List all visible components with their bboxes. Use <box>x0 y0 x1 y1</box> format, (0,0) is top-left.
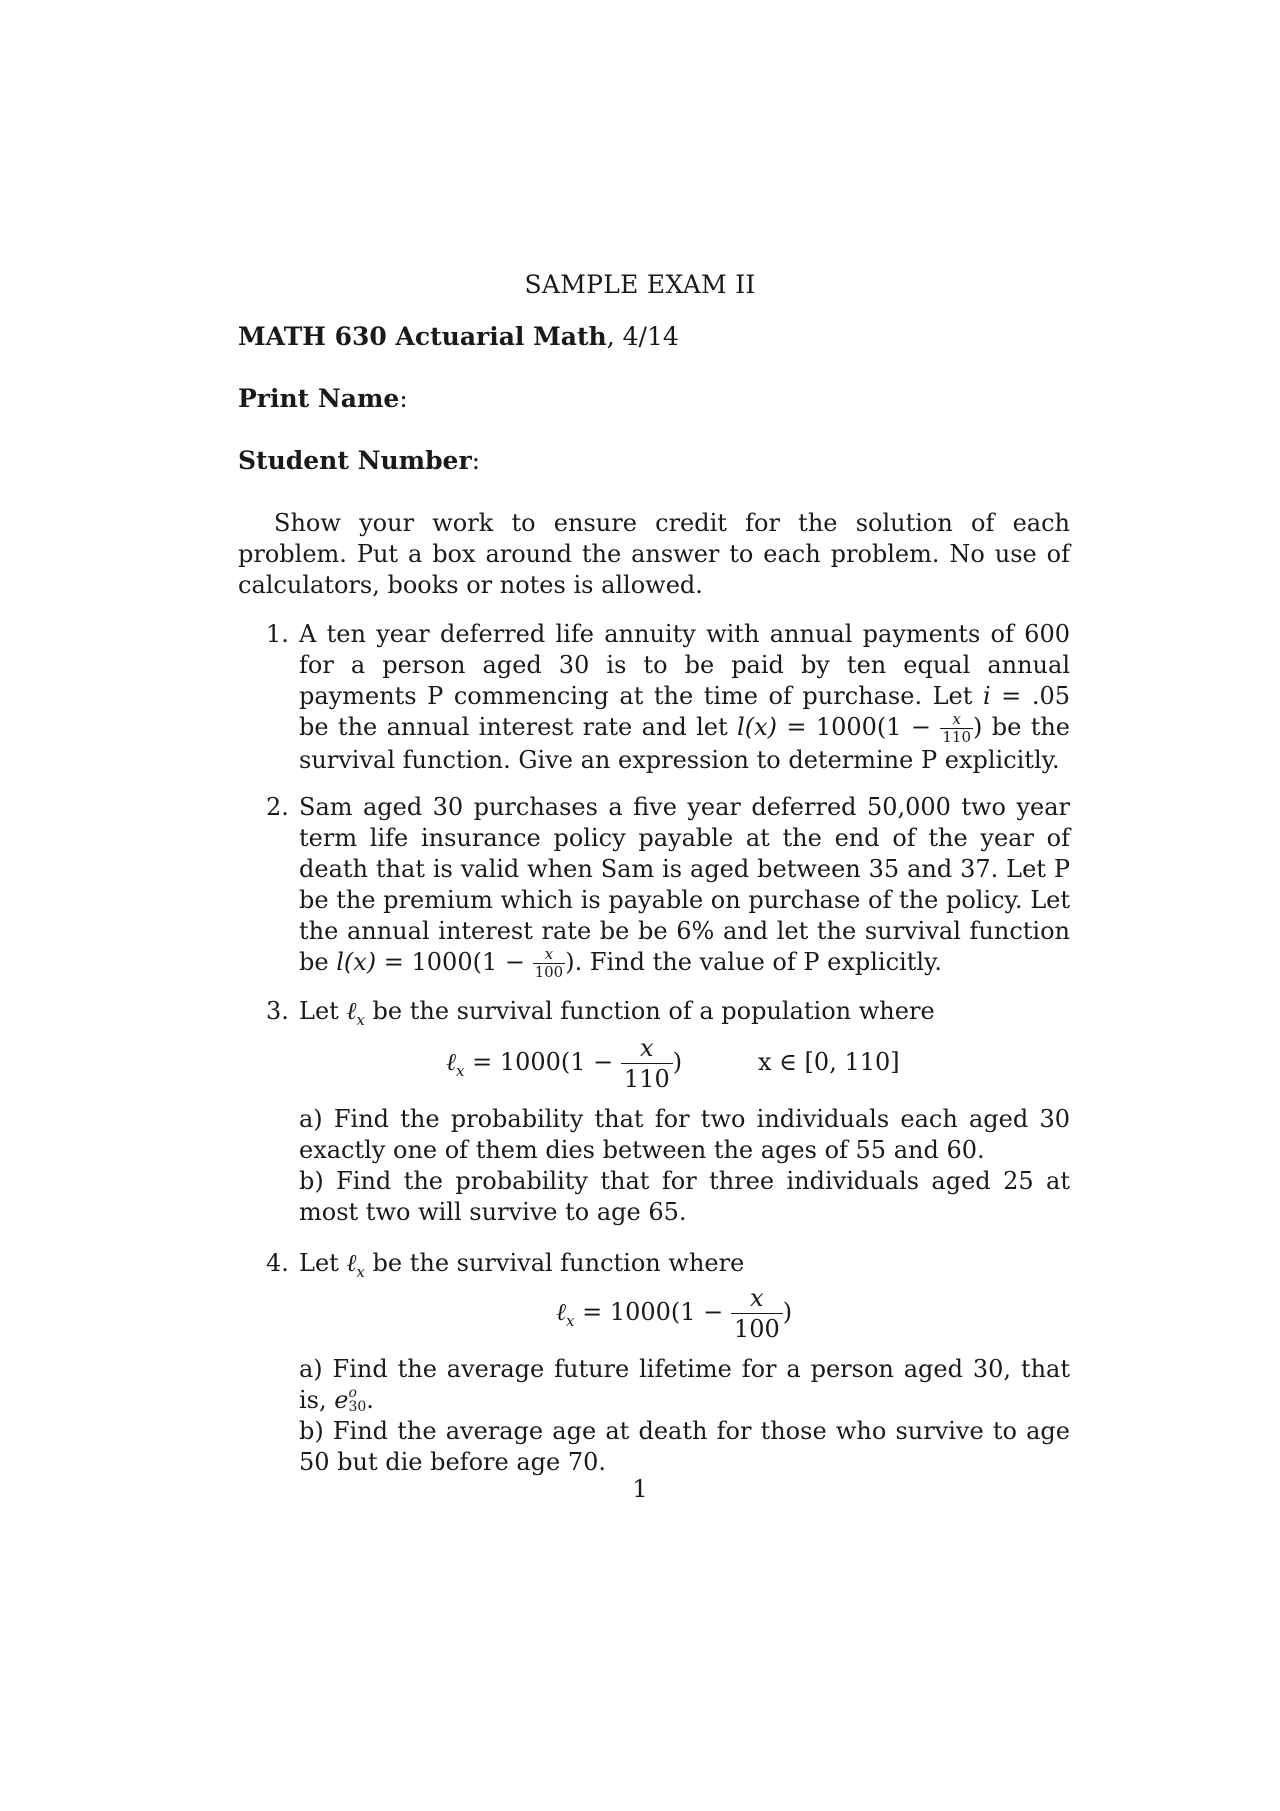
problem-number: 4. <box>266 1249 289 1277</box>
page-number: 1 <box>632 1475 648 1503</box>
problem-2 <box>266 792 1070 980</box>
problem-number: 2. <box>266 793 289 821</box>
fraction: $\frac{x}{110}$ <box>942 710 972 746</box>
fraction: $\frac{x}{110}$ <box>621 1036 673 1091</box>
problem-text: Sam aged 30 purchases a five year deferred 50,000 two year term life insurance policy payable at the end of the year of death that is valid when Sam is aged between 35 and 37. Let P be the premium which is payable on purchase of the policy. Let the annual interest rate be be 6% and let the survival function be l(x) = 1000(1 − $\frac{x}{100}$ ). Find the value of P explicitly. <box>299 793 1070 981</box>
course-date: , 4/14 <box>606 322 679 351</box>
part-b: b) Find the probability that for three individuals aged 25 at most two will survive to age 65. <box>299 1167 1070 1226</box>
problem-4 <box>266 1248 1070 1288</box>
problem-intro: Let ℓ$_x$ be the survival function of a population where <box>299 997 935 1029</box>
student-number-label: Student Number <box>238 446 472 475</box>
equation-domain: x ∈ [0, 110] <box>758 1048 900 1076</box>
problem-4-parts <box>266 1354 1070 1478</box>
fraction: $\frac{x}{100}$ <box>534 945 564 981</box>
page-title: SAMPLE EXAM II <box>524 270 756 299</box>
problem-number: 3. <box>266 997 289 1025</box>
fraction: $\frac{x}{100}$ <box>731 1286 783 1341</box>
student-number-field: Student Number: <box>238 446 481 475</box>
part-b: b) Find the average age at death for those who survive to age 50 but die before age 70. <box>299 1417 1070 1476</box>
print-name-field: Print Name: <box>238 384 408 413</box>
problem-text: A ten year deferred life annuity with annual payments of 600 for a person aged 30 is to be paid by ten equal annual payments P commencing at the time of purchase. Let i = .05 be the annual interest rate and let l(x) = 1000(1 − $\frac{x}{110}$ ) be the survival function. Give an expression to determine P explicitly. <box>299 620 1071 774</box>
part-a: a) Find the probability that for two individuals each aged 30 exactly one of them dies between the ages of 55 and 60. <box>299 1105 1070 1164</box>
course-line <box>238 322 679 351</box>
instructions: Show your work to ensure credit for the solution of each problem. Put a box around the answer to each problem. No use of calculators, books or notes is allowed. <box>238 509 1070 599</box>
problem-number: 1. <box>266 620 289 648</box>
equation-survival-100: ℓ$_x$ = 1000(1 − $\frac{x}{100}$ ) <box>556 1284 793 1343</box>
problem-intro: Let ℓ$_x$ be the survival function where <box>299 1249 745 1281</box>
equation-survival-110: ℓ$_x$ = 1000(1 − $\frac{x}{110}$ ) <box>446 1034 683 1093</box>
problem-3-parts <box>266 1104 1070 1228</box>
print-name-label: Print Name <box>238 384 400 413</box>
course-name: MATH 630 Actuarial Math <box>238 322 607 351</box>
part-a: a) Find the average future lifetime for a person aged 30, that is, e o 30 . <box>299 1355 1070 1415</box>
problem-3 <box>266 996 1070 1036</box>
problem-1 <box>266 619 1070 776</box>
